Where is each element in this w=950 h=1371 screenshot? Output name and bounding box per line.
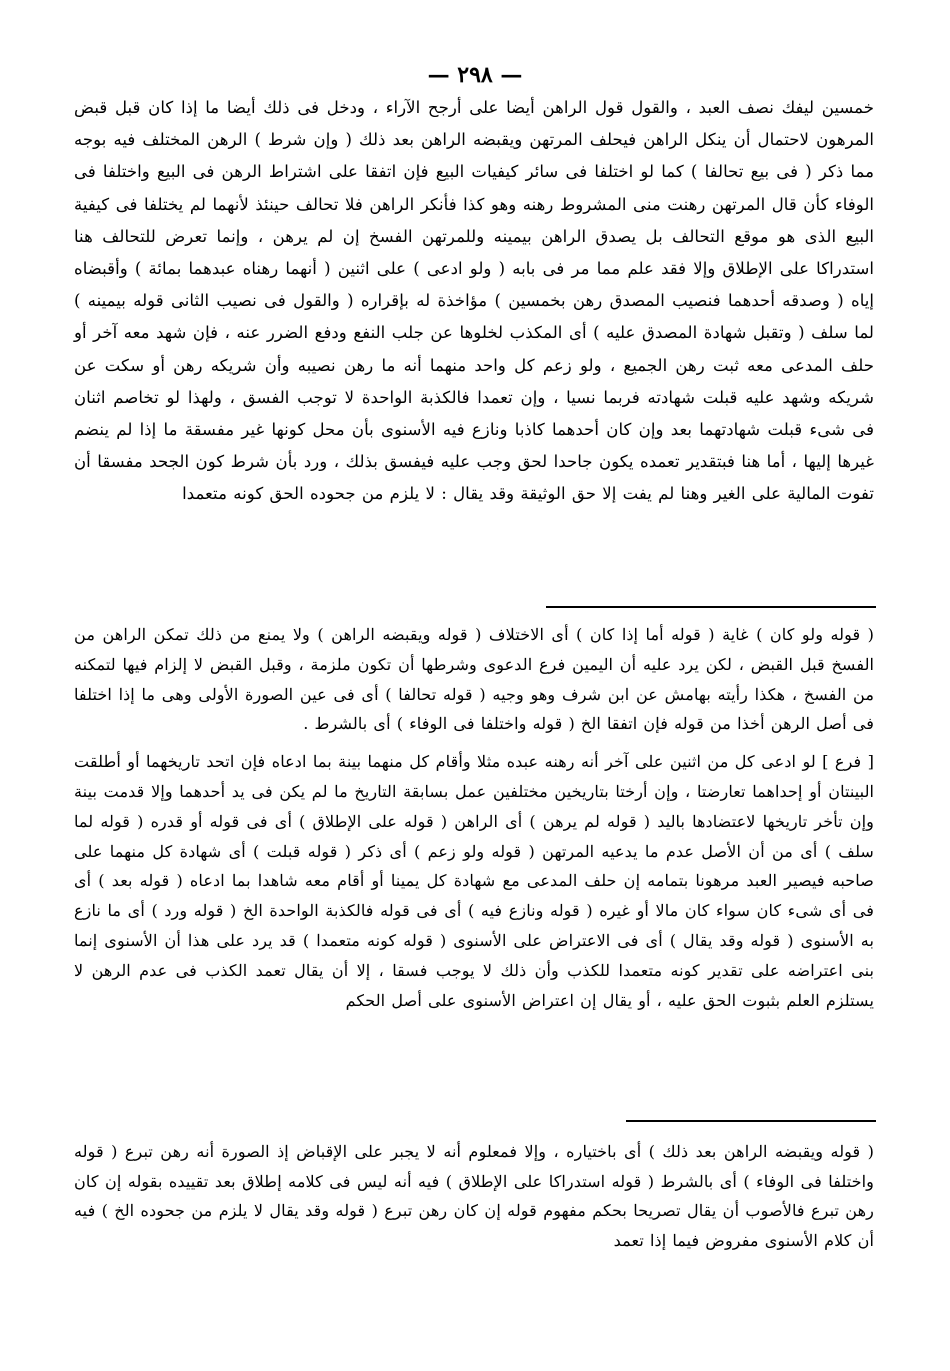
commentary-block-2 (74, 1137, 874, 1255)
footnote-divider-2 (626, 1120, 876, 1122)
footnote-divider-1 (546, 606, 876, 608)
main-text-block (74, 92, 874, 511)
commentary-block-1 (74, 620, 874, 1015)
main-text-paragraph: خمسين ليفك نصف العبد ، والقول قول الراهن أيضا على أرجح الآراء ، ودخل فى ذلك أيضا ما إذا كان قبل قبض المرهون لاحتمال أن ينكل الراهن فيحلف المرتهن ويقبضه الراهن بعد ذلك ( وإن شرط ) الرهن المختلف فيه بوجه مما ذكر ( فى بيع تحالفا ) كما لو اختلفا فى سائر كيفيات البيع فإن اتفقا على اشتراط الرهن فى البيع واختلفا فى الوفاء كأن قال المرتهن رهنت منى المشروط رهنه وهو كذا فأنكر الراهن فلا تحالف حينئذ لأنهما لم يختلفا فى كيفية البيع الذى هو موقع التحالف بل يصدق الراهن بيمينه وللمرتهن الفسخ إن لم يرهن ، وإنما تعرض للتحالف هنا استدراكا على الإطلاق وإلا فقد علم مما مر فى بابه ( ولو ادعى ) على اثنين ( أنهما رهناه عبدهما بمائة ) وأقبضاه إياه ( وصدقه أحدهما فنصيب المصدق رهن بخمسين ) مؤاخذة له بإقراره ( والقول فى نصيب الثانى قوله بيمينه ) لما سلف ( وتقبل شهادة المصدق عليه ) أى المكذب لخلوها عن جلب النفع ودفع الضرر عنه ، فإن شهد معه آخر أو حلف المدعى معه ثبت رهن الجميع ، ولو زعم كل واحد منهما أنه ما رهن نصيبه وأن شريكه رهن أو سكت عن شريكه وشهد عليه قبلت شهادته فربما نسيا ، وإن تعمدا فالكذبة الواحدة لا توجب الفسق ، ولهذا لو تخاصم اثنان فى شىء قبلت شهادتهما بعد وإن كان أحدهما كاذبا ونازع فيه الأسنوى بأن محل كونها غير مفسقة ما إذا لم ينضم غيرها إليها ، أما هنا فبتقدير تعمده يكون جاحدا لحق وجب عليه فيفسق بذلك ، ورد بأن شرط كون الجحد مفسقا أن تفوت المالية على الغير وهنا لم يفت إلا حق الوثيقة وقد يقال : لا يلزم من جحوده الحق كونه متعمدا (74, 98, 874, 504)
commentary-2-paragraph: ( قوله ويقبضه الراهن بعد ذلك ) أى باختياره ، وإلا فمعلوم أنه لا يجبر على الإقباض إذ الصورة أنه رهن تبرع ( قوله واختلفا فى الوفاء ) أى بالشرط ( قوله استدراكا على الإطلاق ) فيه أنه ليس فى كلامه إطلاق بعد تقييده بقوله إن كان رهن تبرع فالأصوب أن يقال تصريحا بحكم مفهوم قوله إن كان رهن تبرع ( قوله وقد يقال لا يلزم من جحوده الخ ) فيه أن كلام الأسنوى مفروض فيما إذا تعمد (74, 1142, 874, 1250)
commentary-1-paragraph-2: [ فرع ] لو ادعى كل من اثنين على آخر أنه رهنه عبده مثلا وأقام كل منهما بينة بما ادعاه فإن اتحد تاريخهما أو أطلقت البينتان أو إحداهما تعارضتا ، وإن أرختا بتاريخين مختلفين عمل بسابقة التاريخ ما لم يكن فى يد أحدهما وإلا قدمت بينة وإن تأخر تاريخها لاعتضادها باليد ( قوله لم يرهن ) أى الراهن ( قوله على الإطلاق ) أى فى قوله أو قدره ( قوله لما سلف ) أى من أن الأصل عدم ما يدعيه المرتهن ( قوله ولو زعم ) أى ذكر ( قوله قبلت ) أى شهادة كل منهما على صاحبه فيصير العبد مرهونا بتمامه إن حلف المدعى مع شهادة كل يمينا أو أقام معه شاهدا بما ادعاه ( قوله بعد ) أى فى أى شىء كان سواء كان مالا أو غيره ( قوله ونازع فيه ) أى فى قوله فالكذبة الواحدة الخ ( قوله ورد ) أى ما نازع به الأسنوى ( قوله وقد يقال ) أى فى الاعتراض على الأسنوى ( قوله كونه متعمدا ) قد يرد على هذا أن الأسنوى إنما بنى اعتراضه على تقدير كونه متعمدا للكذب وأن ذلك لا يوجب فسقا ، إلا أن يقال تعمد الكذب فى عدم الرهن لا يستلزم العلم بثبوت الحق عليه ، أو يقال إن اعتراض الأسنوى على أصل الحكم (74, 752, 874, 1010)
page-number: — ٢٩٨ — (427, 62, 523, 88)
commentary-1-paragraph-1: ( قوله ولو كان ) غاية ( قوله أما إذا كان ) أى الاختلاف ( قوله ويقبضه الراهن ) ولا يمنع من ذلك تمكن الراهن من الفسخ قبل القبض ، لكن يرد عليه أن اليمين فرع الدعوى وشرطها أن تكون ملزمة ، وقبل القبض لا إلزام فيها لتمكنه من الفسخ ، هكذا رأيته بهامش عن ابن شرف وهو وجيه ( قوله تحالفا ) أى فى عين الصورة الأولى وهى ما إذا اختلفا فى أصل الرهن أخذا من قوله فإن اتفقا الخ ( قوله واختلفا فى الوفاء ) أى بالشرط . (74, 625, 874, 734)
